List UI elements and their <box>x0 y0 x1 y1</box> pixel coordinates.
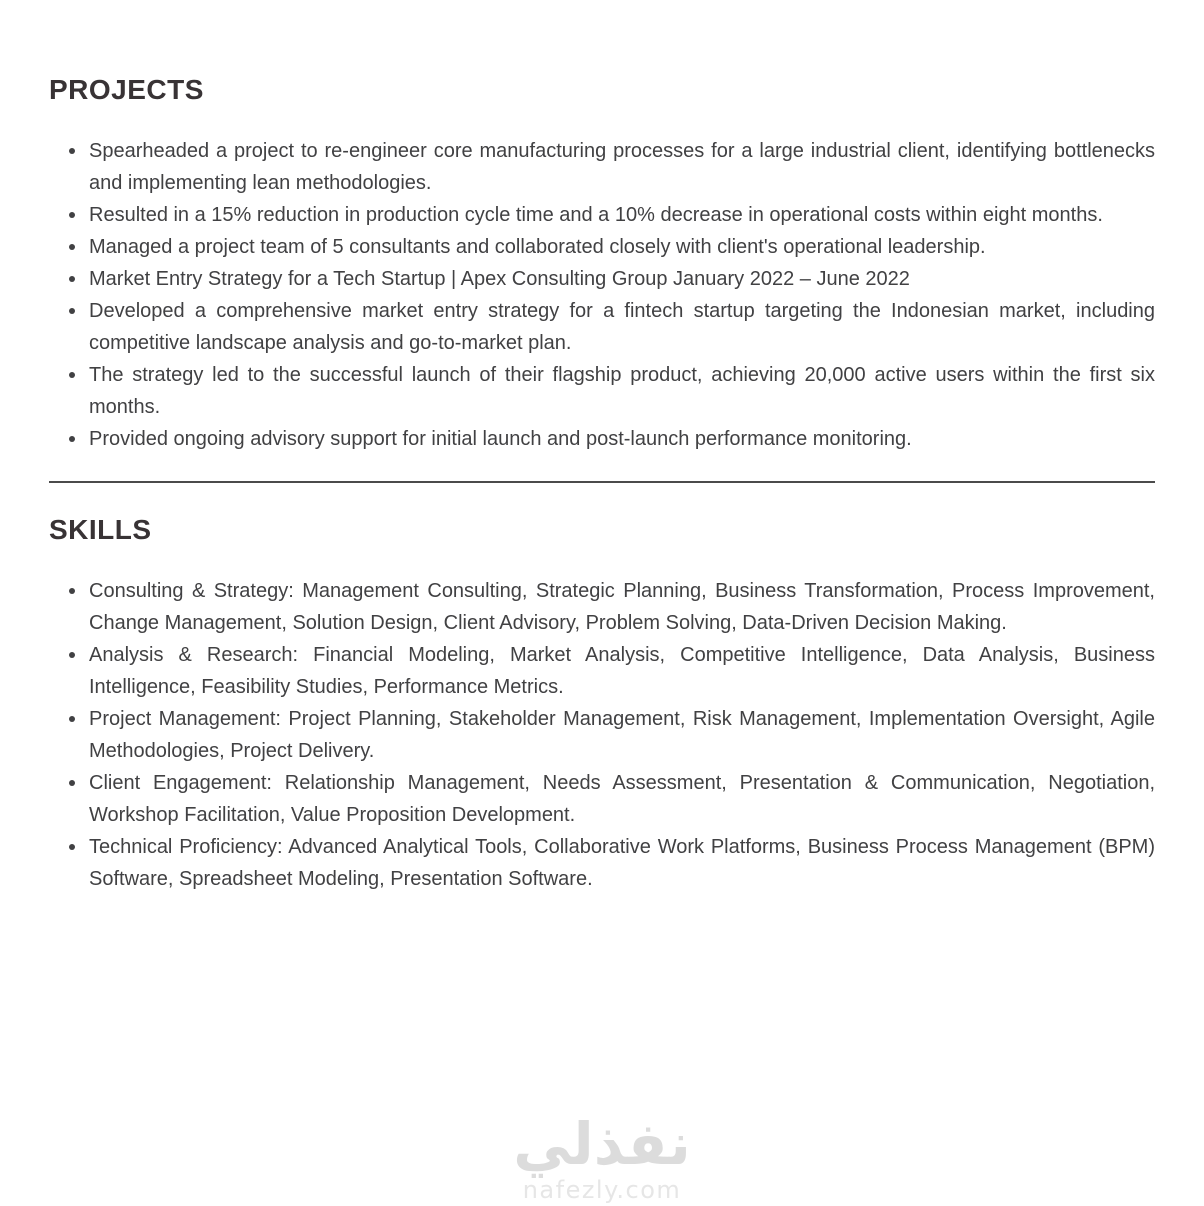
watermark <box>0 1112 1204 1202</box>
bullet-item: Resulted in a 15% reduction in production cycle time and a 10% decrease in operational costs within eight months. <box>49 199 1155 231</box>
bullet-item: The strategy led to the successful launch of their flagship product, achieving 20,000 active users within the first six months. <box>49 359 1155 423</box>
projects-list <box>49 135 1155 455</box>
bullet-item: Spearheaded a project to re-engineer core manufacturing processes for a large industrial client, identifying bottlenecks and implementing lean methodologies. <box>49 135 1155 199</box>
projects-section <box>49 76 1155 455</box>
bullet-item: Market Entry Strategy for a Tech Startup | Apex Consulting Group January 2022 – June 2022 <box>49 263 1155 295</box>
bullet-item: Analysis & Research: Financial Modeling, Market Analysis, Competitive Intelligence, Data Analysis, Business Intelligence, Feasibility Studies, Performance Metrics. <box>49 639 1155 703</box>
bullet-item: Provided ongoing advisory support for initial launch and post-launch performance monitoring. <box>49 423 1155 455</box>
skills-section <box>49 516 1155 895</box>
nafezly-logo: نفذلي <box>513 1110 691 1178</box>
bullet-item: Managed a project team of 5 consultants and collaborated closely with client's operational leadership. <box>49 231 1155 263</box>
bullet-item: Consulting & Strategy: Management Consulting, Strategic Planning, Business Transformation, Process Improvement, Change Management, Solution Design, Client Advisory, Problem Solving, Data-Driven Decision Making. <box>49 575 1155 639</box>
bullet-item: Technical Proficiency: Advanced Analytical Tools, Collaborative Work Platforms, Business Process Management (BPM) Software, Spreadsheet Modeling, Presentation Software. <box>49 831 1155 895</box>
projects-section-title: PROJECTS <box>49 74 204 105</box>
bullet-item: Client Engagement: Relationship Management, Needs Assessment, Presentation & Communication, Negotiation, Workshop Facilitation, Value Proposition Development. <box>49 767 1155 831</box>
section-divider <box>49 481 1155 483</box>
skills-section-title: SKILLS <box>49 514 152 545</box>
bullet-item: Developed a comprehensive market entry strategy for a fintech startup targeting the Indonesian market, including competitive landscape analysis and go-to-market plan. <box>49 295 1155 359</box>
bullet-item: Project Management: Project Planning, Stakeholder Management, Risk Management, Implementation Oversight, Agile Methodologies, Project Delivery. <box>49 703 1155 767</box>
skills-list <box>49 575 1155 895</box>
watermark-site-text: nafezly.com <box>522 1176 682 1204</box>
